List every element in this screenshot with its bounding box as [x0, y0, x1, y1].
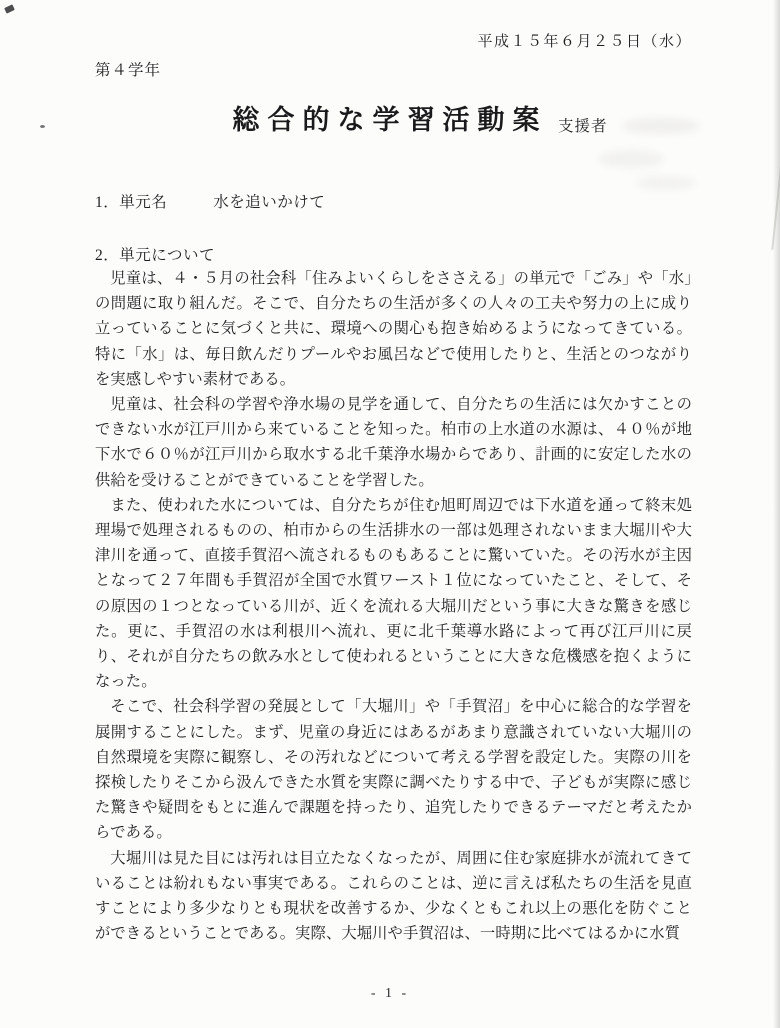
supporter-label: 支援者 — [558, 118, 608, 135]
section-1-heading: 1．単元名 — [95, 194, 168, 211]
body-paragraph-1: 児童は、４・５月の社会科「住みよいくらしをささえる」の単元で「ごみ」や「水」の問題に取り組んだ。そこで、自分たちの生活が多くの人々の工夫や努力の上に成り立っていることに気づくと共に、環境への関心も抱き始めるようになってきている。特に「水」は、毎日飲んだりプールやお風呂などで使用したりと、生活とのつながりを実感しやすい素材である。 — [95, 270, 692, 388]
redacted-name-smudge — [598, 150, 664, 168]
scan-artifact-right-edge — [773, 0, 780, 1028]
section-unit-name — [95, 190, 325, 212]
page-number: - 1 - — [370, 986, 410, 1001]
body-paragraph-2: 児童は、社会科の学習や浄水場の見学を通して、自分たちの生活には欠かすことのできない水が江戸川から来ていることを知った。柏市の上水道の水源は、４０％が地下水で６０％が江戸川から取水する北千葉浄水場からであり、計画的に安定した水の供給を受けることができていることを学習した。 — [95, 396, 692, 489]
body-paragraph-4: そこで、社会科学習の発展として「大堀川」や「手賀沼」を中心に総合的な学習を展開することにした。まず、児童の身近にはあるがあまり意識されていない大堀川の自然環境を実際に観察し、その汚れなどについて考える学習を設定した。実際の川を探検したりそこから汲んできた水質を実際に調べたりする中で、子どもが実際に感じた驚きや疑問をもとに進んで課題を持ったり、追究したりできるテーマだと考えたからである。 — [95, 698, 692, 842]
scan-artifact-corner — [4, 4, 15, 13]
body-paragraph-3: また、使われた水については、自分たちが住む旭町周辺では下水道を通って終末処理場で処理されるものの、柏市からの生活排水の一部は処理されないまま大堀川や大津川を通って、直接手賀沼へ流されるものもあることに驚いていた。その汚水が主因となって２７年間も手賀沼が全国で水質ワースト１位になっていたこと、そして、その原因の１つとなっている川が、近くを流れる大堀川だという事に大きな驚きを感じた。更に、手賀沼の水は利根川へ流れ、更に北千葉導水路によって再び江戸川に戻り、それが自分たちの飲み水として使われるということに大きな危機感を抱くようになった。 — [95, 496, 692, 691]
document-title: 総合的な学習活動案 — [232, 105, 548, 136]
document-date: 平成１５年６月２５日（水） — [477, 34, 692, 50]
document-body — [95, 266, 692, 946]
unit-name-value: 水を追いかけて — [213, 194, 326, 211]
body-paragraph-5: 大堀川は見た目には汚れは目立たなくなったが、周囲に住む家庭排水が流れてきていることは紛れもない事実である。これらのことは、逆に言えば私たちの生活を見直すことにより多少なりとも現状を改善するか、少なくともこれ以上の悪化を防ぐことができるということである。実際、大堀川や手賀沼は、一時期に比べてはるかに水質 — [95, 849, 692, 943]
scan-artifact-scratch — [771, 160, 780, 250]
grade-label: 第４学年 — [95, 62, 162, 79]
section-2-heading: 2．単元について — [95, 247, 215, 264]
redacted-name-smudge — [636, 176, 696, 190]
